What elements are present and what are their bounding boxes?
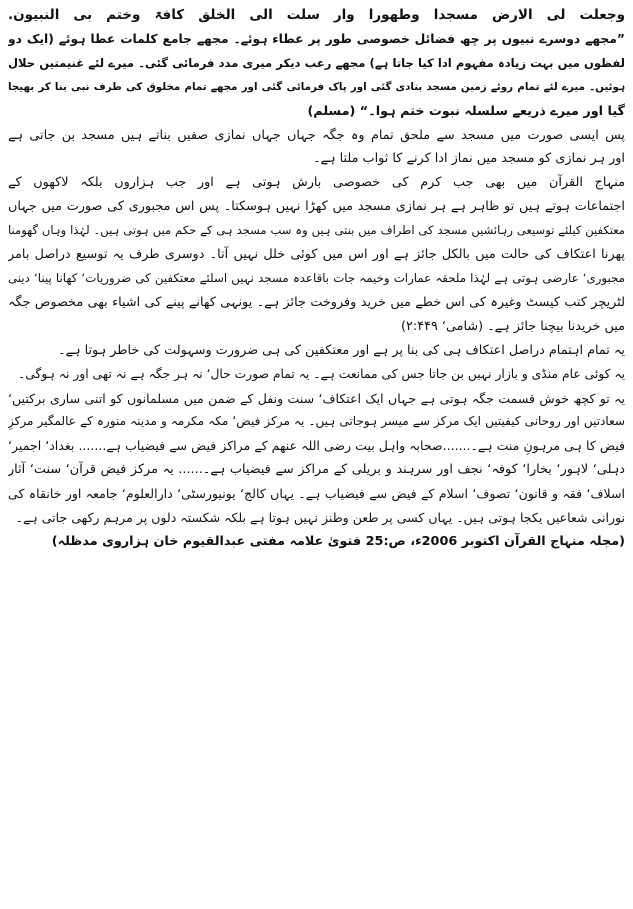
paragraph-1 bbox=[8, 124, 625, 172]
paragraph-4 bbox=[8, 363, 625, 387]
hadith-line: ”مجھے دوسرے نبیوں پر چھ فضائل خصوصی طور پر عطاء ہوئے۔ مجھے جامع کلمات عطا ہوئے (ایک دو bbox=[8, 31, 625, 46]
paragraph-line: نورانی شعاعیں یکجا ہوتی ہیں۔ یہاں کسی پر طعن وطنز نہیں ہوتا ہے بلکہ شکستہ دلوں پر مرہم رکھی جاتی ہے۔ bbox=[15, 510, 625, 526]
paragraph-line: معتکفین کیلئے توسیعی رہائشیں مسجد کی اطراف میں بنتی ہیں وہ سب مسجد ہی کے حکم میں ہوتی ہیں۔ لہٰذا وہاں گھومنا bbox=[8, 223, 625, 238]
paragraph-line: پھرنا اعتکاف کی حالت میں بالکل جائز ہے اور اس میں کوئی خلل نہیں آتا۔ دوسری طرف یہ توسیع دراصل بامر bbox=[8, 247, 625, 263]
paragraph-line: اسلاف‘ فقہ و قانون‘ تصوف‘ اسلام کے فیض سے فیضیاب ہے۔ یہاں کالج‘ یونیورسٹی‘ دارالعلوم‘ جامعہ اور خانقاہ کی bbox=[8, 486, 625, 502]
hadith-line: لفظوں میں بہت زیادہ مفہوم ادا کیا جاتا ہے) مجھے رعب دیکر میری مدد فرمائی گئی۔ میرے لئے غنیمتیں حلال bbox=[8, 55, 625, 70]
paragraph-line: میں خریدنا بیچنا جائز ہے۔ (شامی‘ ۲:۴۴۹) bbox=[401, 318, 625, 334]
paragraph-line: یہ تمام اہتمام دراصل اعتکاف ہی کی بنا پر ہے اور معتکفین کی ہی ضرورت وسہولت کی خاطر ہوتا ہے۔ bbox=[58, 342, 625, 358]
hadith-line: گیا اور میرے ذریعے سلسلہ نبوت ختم ہوا۔“ (مسلم) bbox=[307, 103, 625, 119]
paragraph-line: اور ہر نمازی کو مسجد میں نماز ادا کرنے کا ثواب ملتا ہے۔ bbox=[313, 151, 625, 167]
source-citation: (مجلہ منہاج القرآن اکتوبر 2006ء، ص:25 فتویٰ علامہ مفتی عبدالقیوم خان ہزاروی مدظلہ) bbox=[51, 533, 625, 549]
hadith-line: ہوئیں۔ میرے لئے تمام روئے زمین مسجد بنادی گئی اور پاک فرمائی گئی اور مجھے تمام مخلوق کی طرف نبی بنا کر بھیجا bbox=[8, 80, 625, 93]
arabic-hadith-text: وجعلت لی الارض مسجدا وطھورا وار سلت الی الخلق کافۃ وختم بی النبیون. bbox=[8, 7, 625, 23]
hadith-translation bbox=[8, 28, 625, 124]
paragraph-line: یہ کوئی عام منڈی و بازار نہیں بن جاتا جس کی ممانعت ہے۔ یہ تمام صورت حال‘ نہ ہر جگہ ہے نہ تھی اور نہ ہوگی۔ bbox=[18, 366, 625, 381]
paragraph-line: یہ تو کچھ خوش قسمت جگہ ہوتی ہے جہاں ایک اعتکاف‘ سنت ونفل کے ضمن میں مسلمانوں کو اتنی ساری برکتیں‘ bbox=[8, 390, 625, 406]
paragraph-line: اجتماعات ہوتے ہیں تو ظاہر ہے ہر نمازی مسجد میں کھڑا نہیں ہوسکتا۔ پس اس مجبوری کی صورت میں جہاں bbox=[8, 199, 625, 215]
paragraph-3 bbox=[8, 339, 625, 363]
paragraph-2 bbox=[8, 171, 625, 338]
paragraph-line: دہلی‘ لاہور‘ بخارا‘ کوفہ‘ نجف اور سرہند و بریلی کے مراکز سے فیضیاب ہے۔...... یہ مرکز فیض قرآن‘ سنت‘ آثار bbox=[8, 462, 625, 478]
paragraph-line: منہاج القرآن میں بھی جب کرم کی خصوصی بارش ہوتی ہے اور جب ہزاروں بلکہ لاکھوں کے bbox=[8, 175, 625, 191]
paragraph-line: پس ایسی صورت میں مسجد سے ملحق تمام وہ جگہ جہاں جہاں نمازی صفیں بناتے ہیں مسجد بن جاتی ہے bbox=[8, 127, 625, 143]
paragraph-5 bbox=[8, 387, 625, 530]
paragraph-line: مجبوری‘ عارضی ہوتی ہے لہٰذا ملحقہ عمارات وخیمہ جات باقاعدہ مسجد نہیں اسلئے معتکفین کی ضروریات‘ کھانا پینا‘ دینی bbox=[8, 270, 625, 285]
paragraph-line: لٹریچر کتب کیسٹ وغیرہ کی اس خطے میں خرید وفروخت جائز ہے۔ یونہی کھانے پینے کی اشیاء بھی مخصوص جگہ bbox=[8, 294, 625, 310]
paragraph-line: فیض کا ہی مرہونِ منت ہے۔.......صحابہ واہل بیت رضی اللہ عنھم کے مراکز فیض سے فیضیاب ہے....... بغداد‘ اجمیر‘ bbox=[8, 438, 625, 454]
paragraph-line: سعادتیں اور روحانی کیفیتیں ایک مرکز سے میسر ہوجاتی ہیں۔ یہ مرکز فیض‘ مکہ مکرمہ و مدینہ منورہ کے عالمگیر مرکزِ bbox=[8, 414, 625, 429]
